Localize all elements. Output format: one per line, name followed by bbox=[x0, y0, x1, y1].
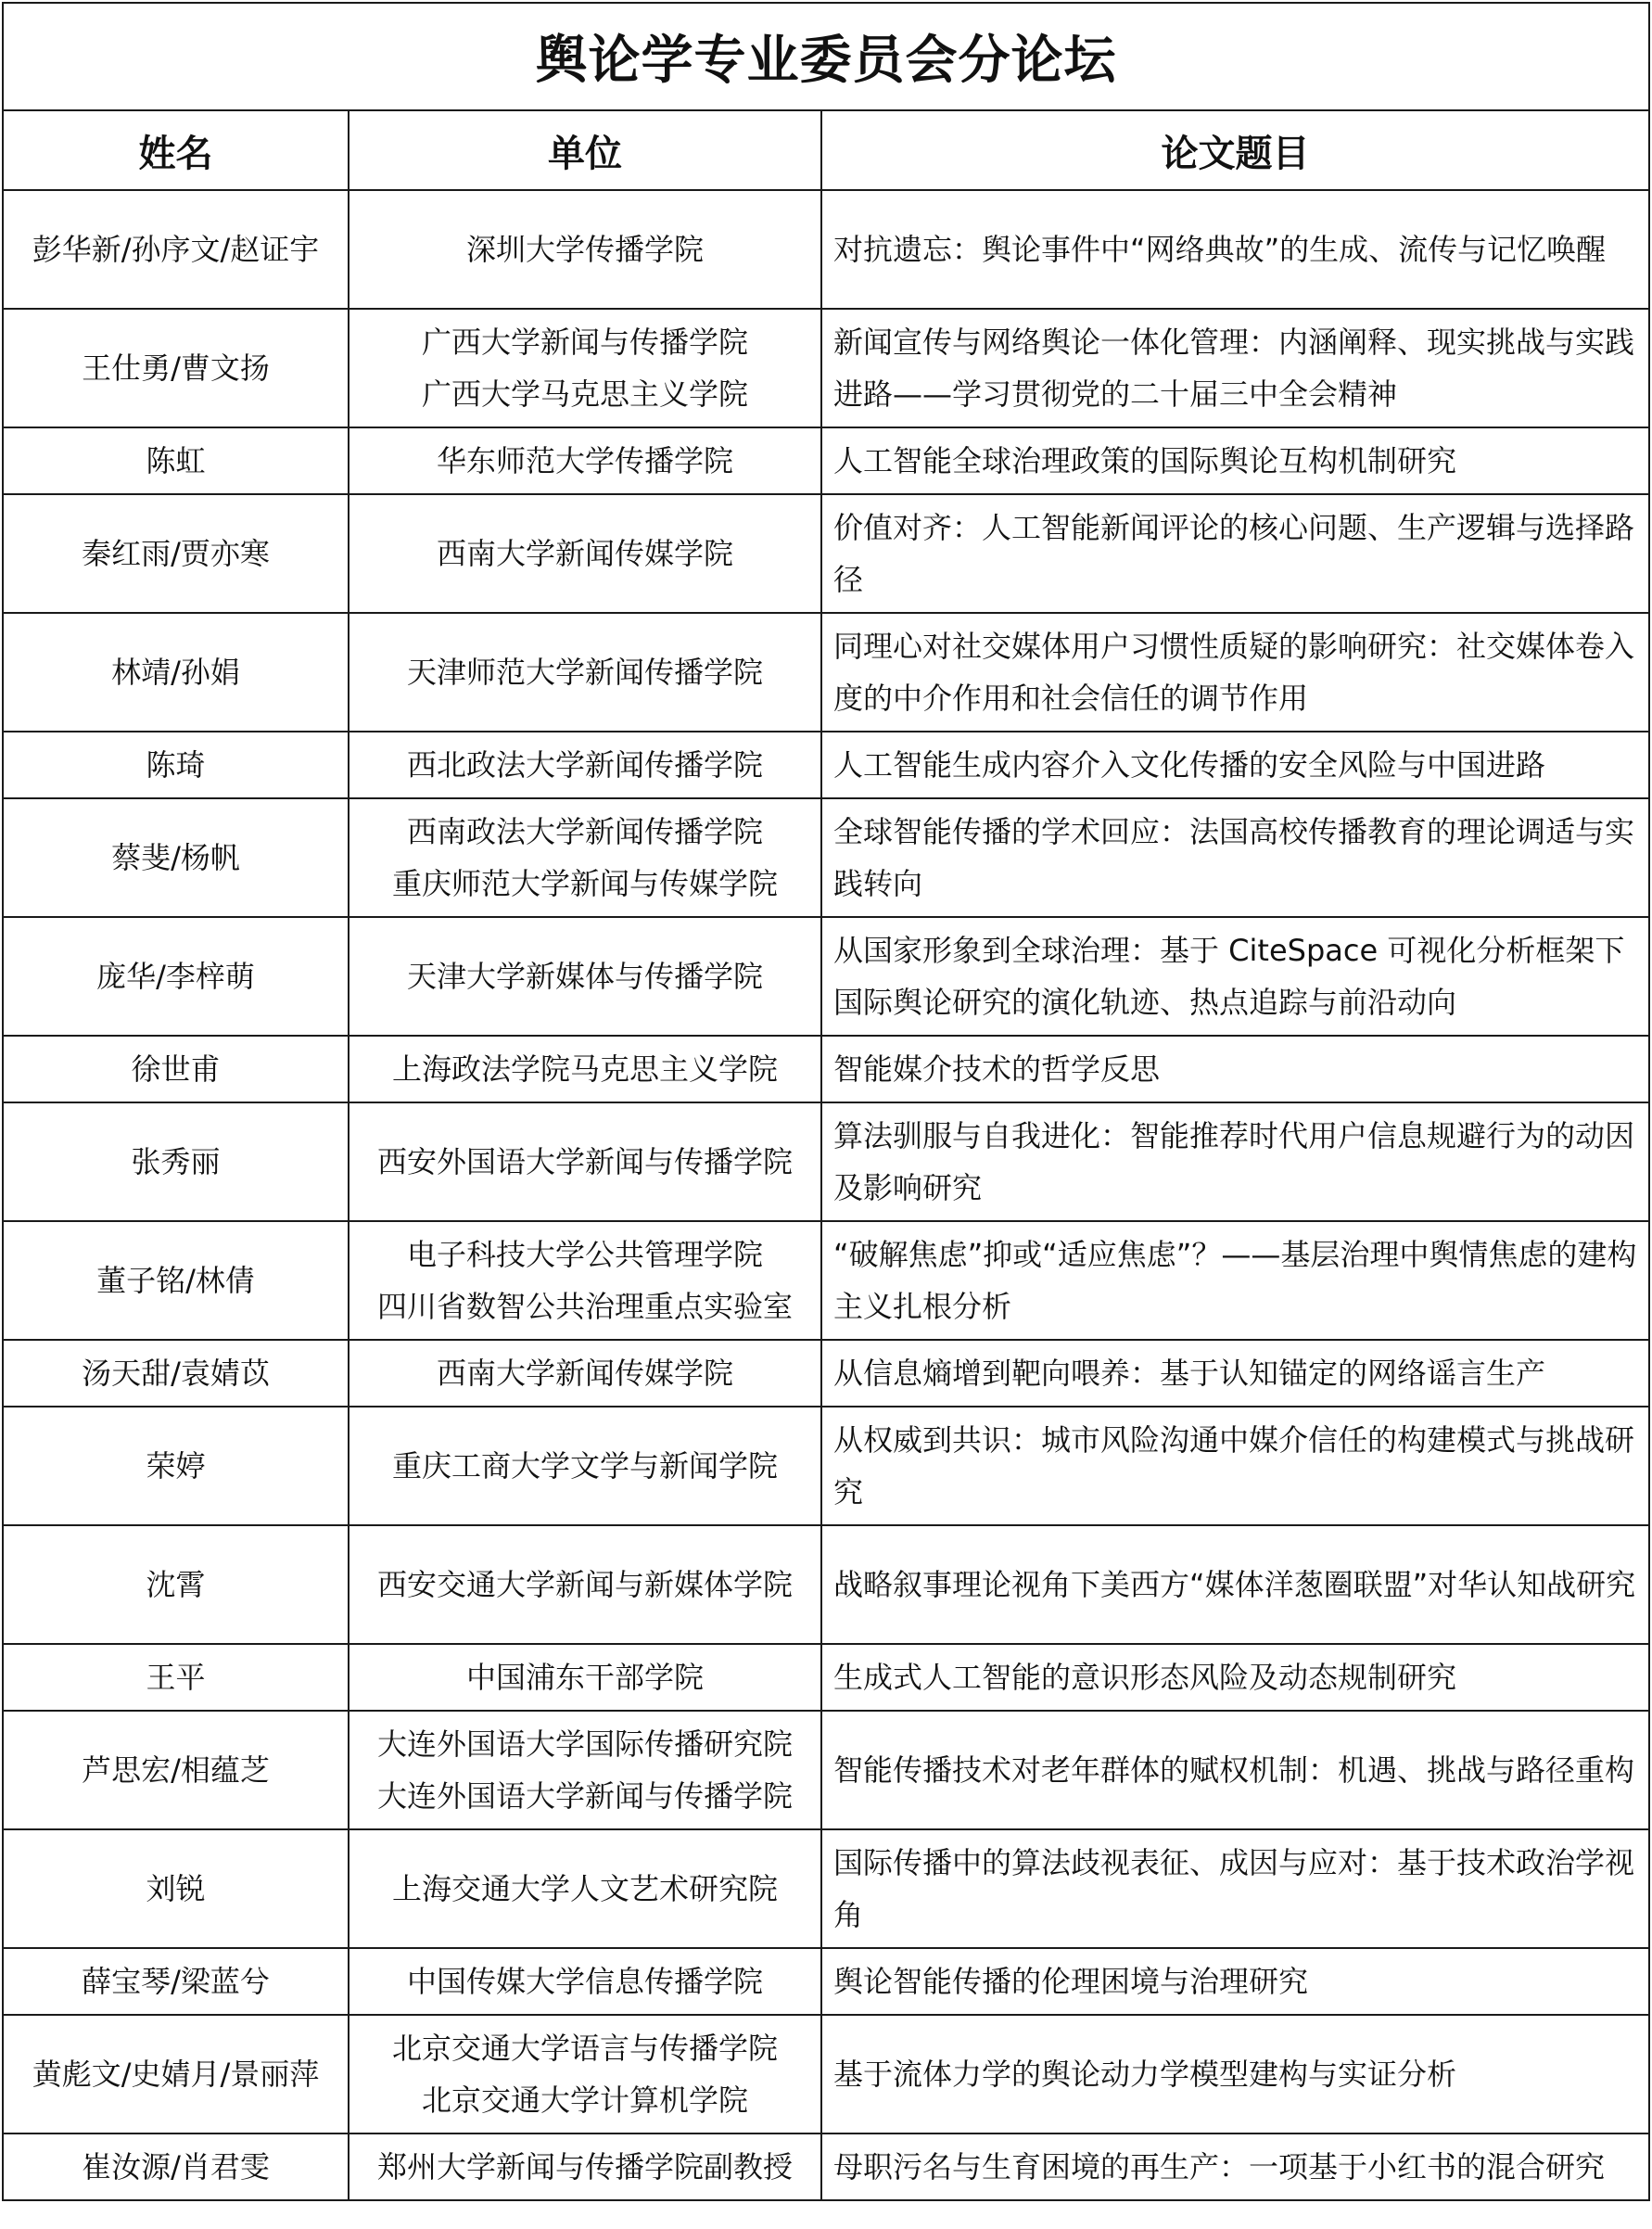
affiliation-line: 重庆师范大学新闻与传媒学院 bbox=[391, 866, 778, 901]
table-row bbox=[3, 1407, 1649, 1525]
affiliation-line: 华东师范大学传播学院 bbox=[436, 443, 733, 478]
paper-title-cell: 从信息熵增到靶向喂养：基于认知锚定的网络谣言生产 bbox=[821, 1340, 1649, 1407]
affiliation-cell bbox=[349, 309, 821, 427]
author-cell: 徐世甫 bbox=[3, 1036, 349, 1102]
affiliation-cell bbox=[349, 1221, 821, 1340]
affiliation-line: 上海政法学院马克思主义学院 bbox=[391, 1051, 778, 1087]
table-row bbox=[3, 798, 1649, 917]
affiliation-cell bbox=[349, 798, 821, 917]
author-cell: 彭华新/孙序文/赵证宇 bbox=[3, 190, 349, 309]
affiliation-cell bbox=[349, 427, 821, 494]
table-row bbox=[3, 2015, 1649, 2133]
affiliation-line: 西南大学新闻传媒学院 bbox=[436, 536, 733, 571]
affiliation-line: 中国传媒大学信息传播学院 bbox=[406, 1964, 763, 1999]
author-cell: 黄彪文/史婧月/景丽萍 bbox=[3, 2015, 349, 2133]
affiliation-line: 四川省数智公共治理重点实验室 bbox=[376, 1289, 793, 1324]
affiliation-line: 广西大学马克思主义学院 bbox=[421, 376, 748, 412]
paper-title-cell: 价值对齐：人工智能新闻评论的核心问题、生产逻辑与选择路径 bbox=[821, 494, 1649, 613]
affiliation-line: 大连外国语大学新闻与传播学院 bbox=[376, 1778, 793, 1814]
author-cell: 王平 bbox=[3, 1644, 349, 1711]
paper-title-cell: 全球智能传播的学术回应：法国高校传播教育的理论调适与实践转向 bbox=[821, 798, 1649, 917]
affiliation-line: 重庆工商大学文学与新闻学院 bbox=[391, 1448, 778, 1484]
affiliation-line: 大连外国语大学国际传播研究院 bbox=[376, 1726, 793, 1762]
table-row bbox=[3, 917, 1649, 1036]
paper-title-cell: 人工智能全球治理政策的国际舆论互构机制研究 bbox=[821, 427, 1649, 494]
column-header-paper: 论文题目 bbox=[821, 110, 1649, 190]
author-cell: 陈虹 bbox=[3, 427, 349, 494]
affiliation-line: 西安交通大学新闻与新媒体学院 bbox=[376, 1567, 793, 1602]
table-row bbox=[3, 1102, 1649, 1221]
affiliation-line: 天津师范大学新闻传播学院 bbox=[406, 655, 763, 690]
affiliation-cell bbox=[349, 1102, 821, 1221]
affiliation-line: 郑州大学新闻与传播学院副教授 bbox=[376, 2149, 793, 2184]
affiliation-line: 北京交通大学语言与传播学院 bbox=[391, 2031, 778, 2066]
affiliation-line: 深圳大学传播学院 bbox=[465, 232, 704, 267]
affiliation-cell bbox=[349, 1340, 821, 1407]
table-row bbox=[3, 494, 1649, 613]
paper-title-cell: 舆论智能传播的伦理困境与治理研究 bbox=[821, 1948, 1649, 2015]
affiliation-line: 天津大学新媒体与传播学院 bbox=[406, 959, 763, 994]
author-cell: 陈琦 bbox=[3, 732, 349, 798]
paper-title-cell: 国际传播中的算法歧视表征、成因与应对：基于技术政治学视角 bbox=[821, 1829, 1649, 1948]
table-row bbox=[3, 1036, 1649, 1102]
author-cell: 刘锐 bbox=[3, 1829, 349, 1948]
affiliation-line: 电子科技大学公共管理学院 bbox=[406, 1237, 763, 1272]
paper-title-cell: 从权威到共识：城市风险沟通中媒介信任的构建模式与挑战研究 bbox=[821, 1407, 1649, 1525]
author-cell: 秦红雨/贾亦寒 bbox=[3, 494, 349, 613]
table-row bbox=[3, 309, 1649, 427]
affiliation-line: 西北政法大学新闻传播学院 bbox=[406, 747, 763, 783]
paper-title-cell: 新闻宣传与网络舆论一体化管理：内涵阐释、现实挑战与实践进路——学习贯彻党的二十届三中全会精神 bbox=[821, 309, 1649, 427]
table-row bbox=[3, 1948, 1649, 2015]
affiliation-line: 西南大学新闻传媒学院 bbox=[436, 1356, 733, 1391]
table-body bbox=[3, 190, 1649, 2200]
affiliation-cell bbox=[349, 1525, 821, 1644]
table-row bbox=[3, 1711, 1649, 1829]
affiliation-cell bbox=[349, 613, 821, 732]
affiliation-cell bbox=[349, 1948, 821, 2015]
affiliation-cell bbox=[349, 1407, 821, 1525]
table-row bbox=[3, 1340, 1649, 1407]
author-cell: 崔汝源/肖君雯 bbox=[3, 2133, 349, 2200]
paper-title-cell: “破解焦虑”抑或“适应焦虑”？——基层治理中舆情焦虑的建构主义扎根分析 bbox=[821, 1221, 1649, 1340]
author-cell: 张秀丽 bbox=[3, 1102, 349, 1221]
affiliation-cell bbox=[349, 190, 821, 309]
affiliation-cell bbox=[349, 2015, 821, 2133]
table-row bbox=[3, 1525, 1649, 1644]
forum-table bbox=[2, 2, 1650, 2201]
paper-title-cell: 生成式人工智能的意识形态风险及动态规制研究 bbox=[821, 1644, 1649, 1711]
author-cell: 蔡斐/杨帆 bbox=[3, 798, 349, 917]
affiliation-cell bbox=[349, 2133, 821, 2200]
affiliation-cell bbox=[349, 1644, 821, 1711]
paper-title-cell: 对抗遗忘：舆论事件中“网络典故”的生成、流传与记忆唤醒 bbox=[821, 190, 1649, 309]
paper-title-cell: 母职污名与生育困境的再生产：一项基于小红书的混合研究 bbox=[821, 2133, 1649, 2200]
title-row bbox=[3, 3, 1649, 110]
affiliation-cell bbox=[349, 1036, 821, 1102]
author-cell: 王仕勇/曹文扬 bbox=[3, 309, 349, 427]
affiliation-line: 广西大学新闻与传播学院 bbox=[421, 325, 748, 360]
table-row bbox=[3, 613, 1649, 732]
author-cell: 沈霄 bbox=[3, 1525, 349, 1644]
table-title: 舆论学专业委员会分论坛 bbox=[3, 3, 1649, 110]
affiliation-line: 中国浦东干部学院 bbox=[465, 1660, 704, 1695]
header-row bbox=[3, 110, 1649, 190]
author-cell: 薛宝琴/梁蓝兮 bbox=[3, 1948, 349, 2015]
table-row bbox=[3, 1829, 1649, 1948]
affiliation-cell bbox=[349, 494, 821, 613]
author-cell: 汤天甜/袁婧苡 bbox=[3, 1340, 349, 1407]
paper-title-cell: 智能传播技术对老年群体的赋权机制：机遇、挑战与路径重构 bbox=[821, 1711, 1649, 1829]
paper-title-cell: 从国家形象到全球治理：基于 CiteSpace 可视化分析框架下国际舆论研究的演化轨迹、热点追踪与前沿动向 bbox=[821, 917, 1649, 1036]
author-cell: 庞华/李梓萌 bbox=[3, 917, 349, 1036]
affiliation-cell bbox=[349, 917, 821, 1036]
paper-title-cell: 基于流体力学的舆论动力学模型建构与实证分析 bbox=[821, 2015, 1649, 2133]
paper-title-cell: 战略叙事理论视角下美西方“媒体洋葱圈联盟”对华认知战研究 bbox=[821, 1525, 1649, 1644]
affiliation-cell bbox=[349, 1711, 821, 1829]
affiliation-cell bbox=[349, 732, 821, 798]
table-row bbox=[3, 2133, 1649, 2200]
paper-title-cell: 人工智能生成内容介入文化传播的安全风险与中国进路 bbox=[821, 732, 1649, 798]
affiliation-line: 西安外国语大学新闻与传播学院 bbox=[376, 1144, 793, 1179]
column-header-name: 姓名 bbox=[3, 110, 349, 190]
paper-title-cell: 算法驯服与自我进化：智能推荐时代用户信息规避行为的动因及影响研究 bbox=[821, 1102, 1649, 1221]
author-cell: 林靖/孙娟 bbox=[3, 613, 349, 732]
affiliation-cell bbox=[349, 1829, 821, 1948]
author-cell: 芦思宏/相蕴芝 bbox=[3, 1711, 349, 1829]
table-row bbox=[3, 427, 1649, 494]
column-header-unit: 单位 bbox=[349, 110, 821, 190]
table-row bbox=[3, 1644, 1649, 1711]
affiliation-line: 西南政法大学新闻传播学院 bbox=[406, 814, 763, 849]
author-cell: 董子铭/林倩 bbox=[3, 1221, 349, 1340]
author-cell: 荣婷 bbox=[3, 1407, 349, 1525]
table-row bbox=[3, 732, 1649, 798]
affiliation-line: 北京交通大学计算机学院 bbox=[421, 2083, 748, 2118]
table-row bbox=[3, 1221, 1649, 1340]
paper-title-cell: 同理心对社交媒体用户习惯性质疑的影响研究：社交媒体卷入度的中介作用和社会信任的调节作用 bbox=[821, 613, 1649, 732]
table-row bbox=[3, 190, 1649, 309]
affiliation-line: 上海交通大学人文艺术研究院 bbox=[391, 1871, 778, 1906]
paper-title-cell: 智能媒介技术的哲学反思 bbox=[821, 1036, 1649, 1102]
